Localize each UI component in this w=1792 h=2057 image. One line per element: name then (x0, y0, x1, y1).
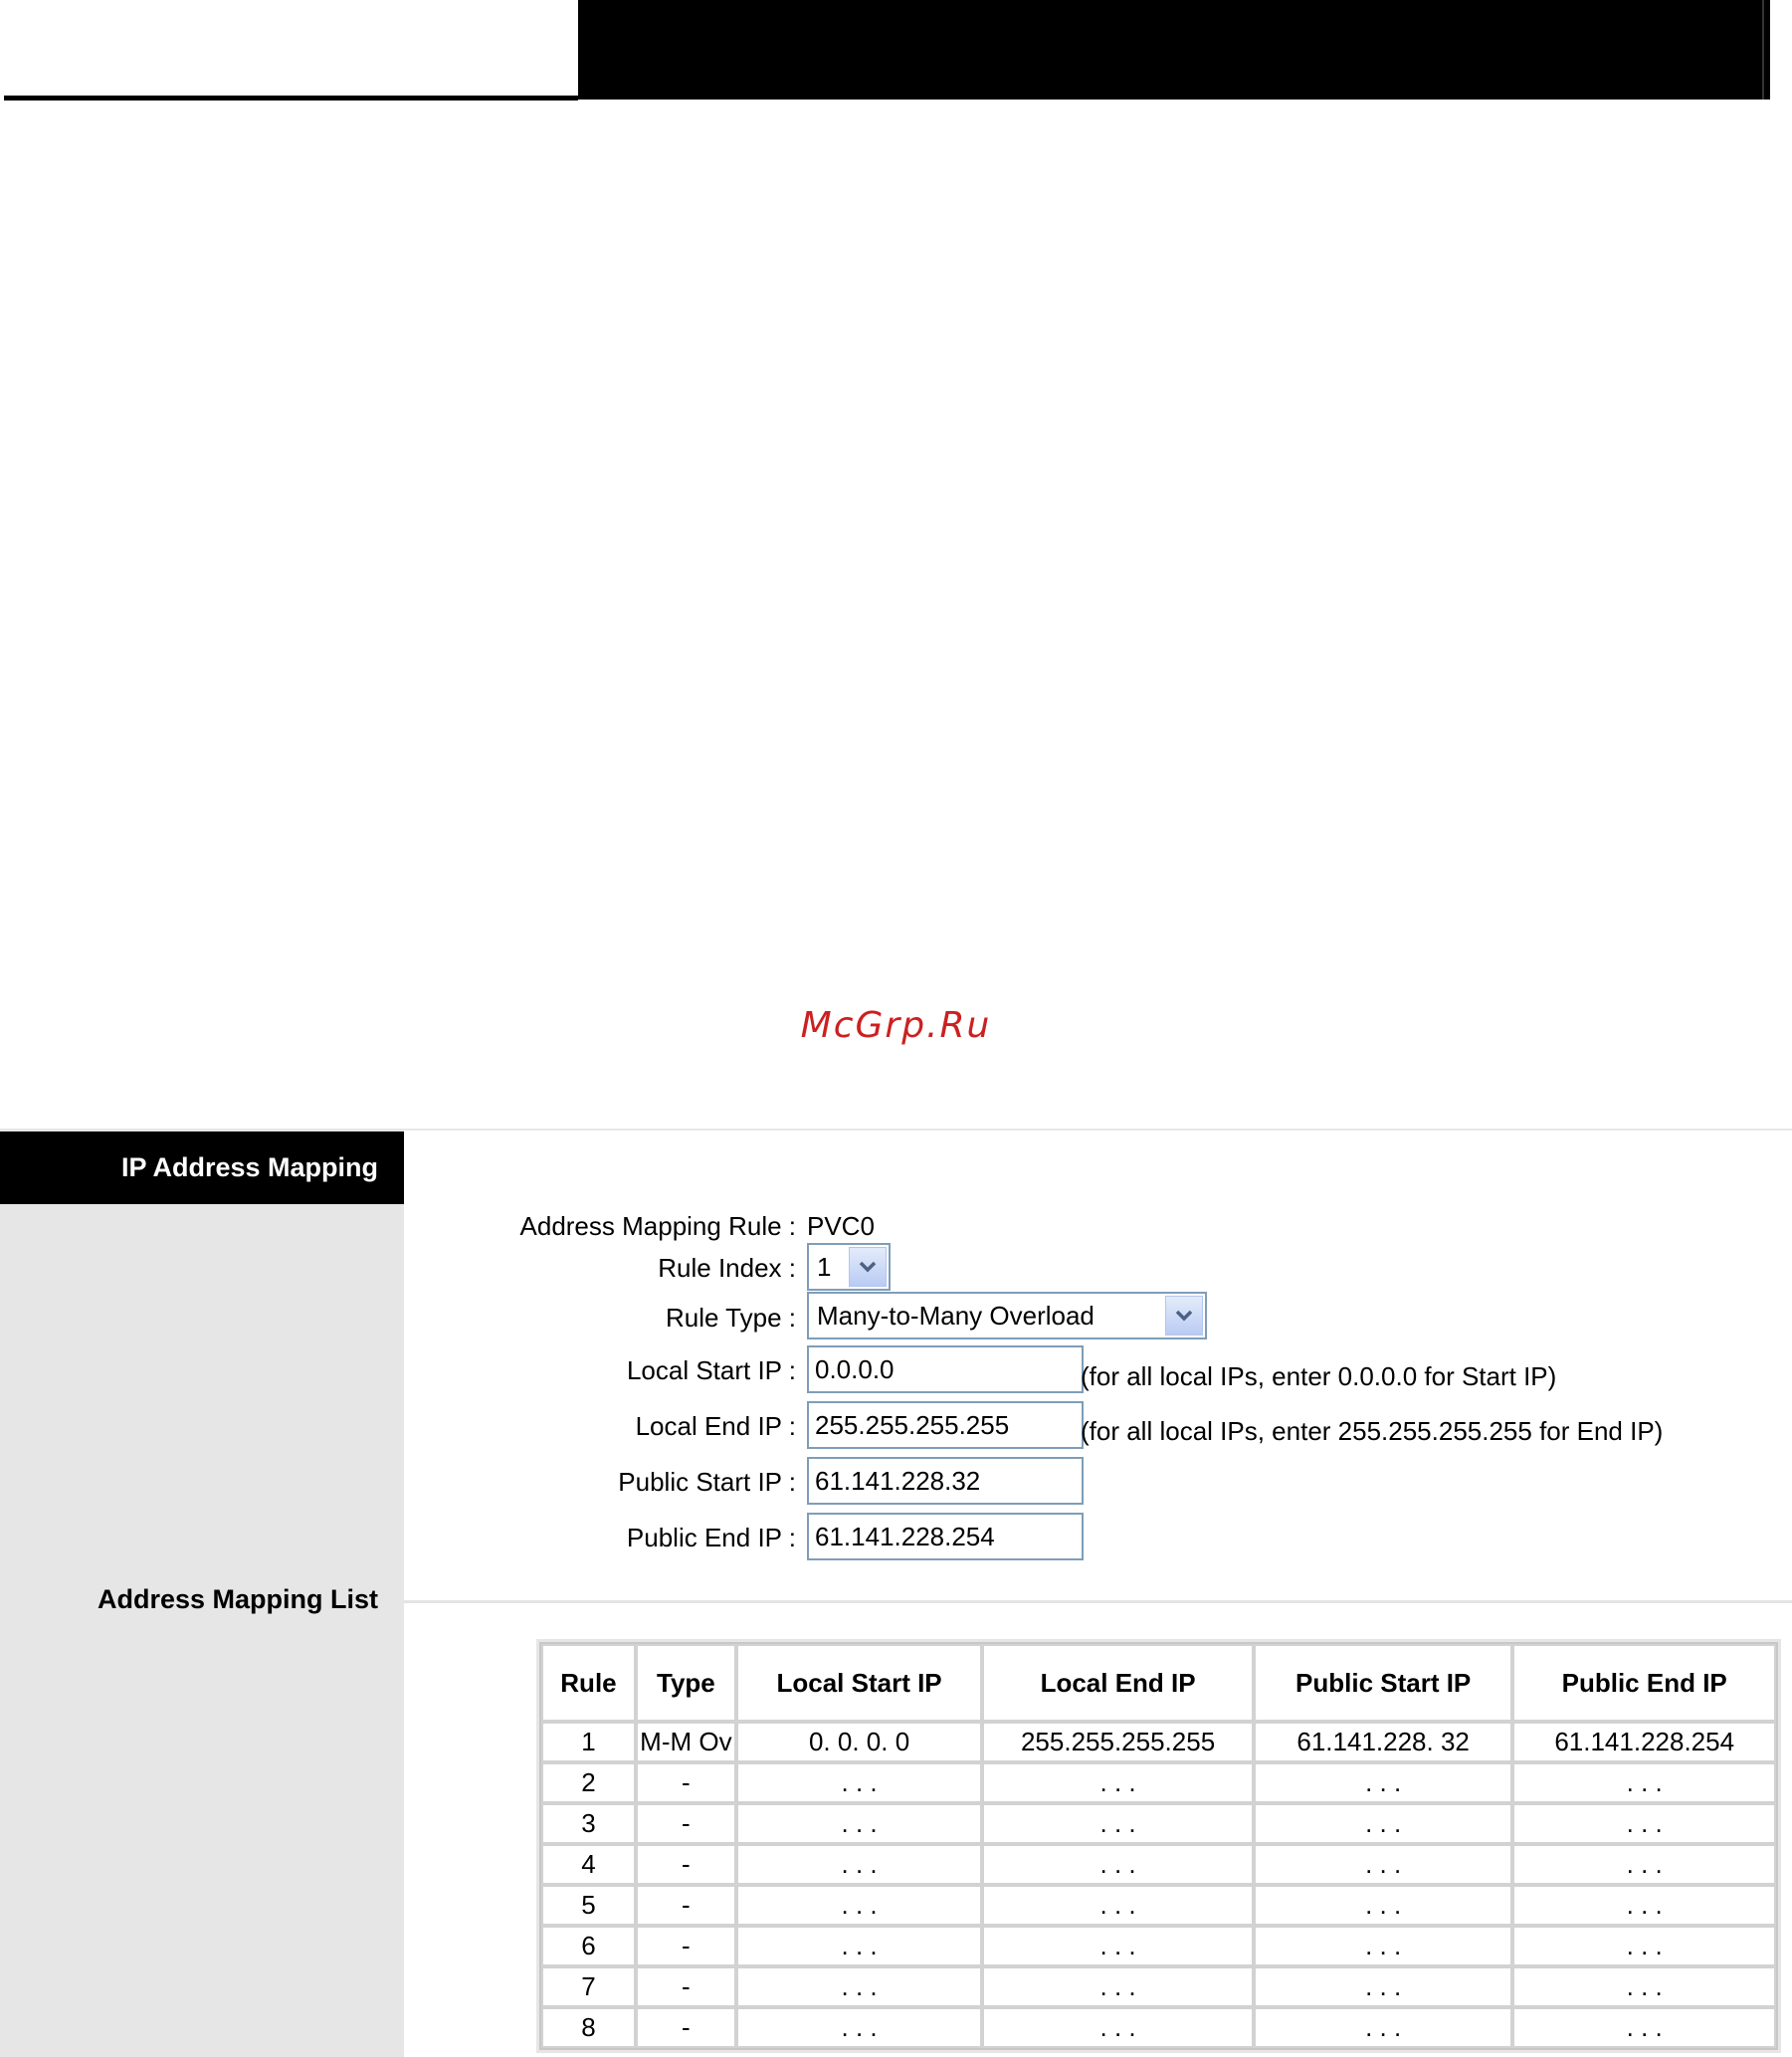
column-header-local-start-ip: Local Start IP (736, 1644, 982, 1722)
public-end-ip-cell: . . . (1512, 2007, 1776, 2048)
local-start-ip-label: Local Start IP : (626, 1355, 796, 1385)
local-start-ip-hint: (for all local IPs, enter 0.0.0.0 for Start IP) (1081, 1361, 1557, 1391)
local-end-ip-cell: . . . (982, 1885, 1254, 1926)
rule-cell: 3 (541, 1803, 636, 1844)
public-end-ip-input[interactable] (807, 1513, 1084, 1560)
rule-cell: 1 (541, 1722, 636, 1762)
mapping-rule-value: PVC0 (807, 1211, 875, 1241)
column-header-public-start-ip: Public Start IP (1254, 1644, 1513, 1722)
rule-cell: 6 (541, 1926, 636, 1966)
table-row (541, 1762, 1776, 1803)
local-end-ip-cell: 255.255.255.255 (982, 1722, 1254, 1762)
local-start-ip-cell: . . . (736, 1966, 982, 2007)
rule-cell: 7 (541, 1966, 636, 2007)
rule-type-label: Rule Type : (665, 1303, 796, 1333)
panel-top-divider (404, 1129, 1792, 1131)
local-start-ip-cell: . . . (736, 1844, 982, 1885)
column-header-local-end-ip: Local End IP (982, 1644, 1254, 1722)
public-end-ip-cell: . . . (1512, 1762, 1776, 1803)
page-header-rule (4, 96, 578, 101)
local-end-ip-cell: . . . (982, 1803, 1254, 1844)
chevron-down-icon[interactable] (849, 1247, 887, 1287)
type-cell: - (636, 1803, 736, 1844)
rule-cell: 2 (541, 1762, 636, 1803)
local-start-ip-input[interactable] (807, 1345, 1084, 1393)
section-divider (404, 1600, 1792, 1603)
rule-type-select[interactable] (807, 1292, 1207, 1339)
chevron-down-icon[interactable] (1165, 1296, 1203, 1336)
local-end-ip-hint: (for all local IPs, enter 255.255.255.255 for End IP) (1081, 1416, 1664, 1446)
local-start-ip-cell: . . . (736, 2007, 982, 2048)
table-row (541, 1803, 1776, 1844)
page-header-edge (1762, 0, 1764, 100)
table-row (541, 1844, 1776, 1885)
table-row (541, 1885, 1776, 1926)
column-header-type: Type (636, 1644, 736, 1722)
local-end-ip-cell: . . . (982, 1926, 1254, 1966)
local-end-ip-cell: . . . (982, 1762, 1254, 1803)
sidebar (0, 1129, 404, 2057)
table-row (541, 1926, 1776, 1966)
local-end-ip-cell: . . . (982, 1966, 1254, 2007)
public-start-ip-cell: . . . (1254, 1803, 1513, 1844)
public-end-ip-label: Public End IP : (626, 1523, 796, 1552)
local-start-ip-cell: . . . (736, 1762, 982, 1803)
local-end-ip-cell: . . . (982, 1844, 1254, 1885)
type-cell: M-M Ov (636, 1722, 736, 1762)
type-cell: - (636, 1762, 736, 1803)
ip-address-mapping-panel (0, 1129, 1792, 2057)
type-cell: - (636, 1844, 736, 1885)
table-row (541, 2007, 1776, 2048)
address-mapping-list-title: Address Mapping List (97, 1584, 378, 1614)
public-end-ip-cell: . . . (1512, 1803, 1776, 1844)
rule-index-label: Rule Index : (658, 1253, 796, 1283)
public-end-ip-cell: . . . (1512, 1885, 1776, 1926)
public-start-ip-input[interactable] (807, 1457, 1084, 1505)
type-cell: - (636, 1966, 736, 2007)
table-header-row (541, 1644, 1776, 1722)
public-end-ip-cell: . . . (1512, 1966, 1776, 2007)
column-header-rule: Rule (541, 1644, 636, 1722)
local-start-ip-cell: 0. 0. 0. 0 (736, 1722, 982, 1762)
watermark: McGrp.Ru (800, 1005, 992, 1046)
public-end-ip-cell: 61.141.228.254 (1512, 1722, 1776, 1762)
public-start-ip-cell: . . . (1254, 1966, 1513, 2007)
public-end-ip-cell: . . . (1512, 1926, 1776, 1966)
rule-type-selected: Many-to-Many Overload (817, 1300, 1095, 1331)
public-start-ip-cell: . . . (1254, 1926, 1513, 1966)
rule-index-select[interactable] (807, 1243, 891, 1291)
public-start-ip-cell: . . . (1254, 1762, 1513, 1803)
table-row (541, 1966, 1776, 2007)
type-cell: - (636, 1926, 736, 1966)
local-start-ip-cell: . . . (736, 1803, 982, 1844)
public-end-ip-cell: . . . (1512, 1844, 1776, 1885)
sidebar-title: IP Address Mapping (0, 1131, 404, 1204)
public-start-ip-cell: . . . (1254, 1885, 1513, 1926)
local-end-ip-cell: . . . (982, 2007, 1254, 2048)
mapping-rule-label: Address Mapping Rule : (519, 1211, 796, 1241)
column-header-public-end-ip: Public End IP (1512, 1644, 1776, 1722)
rule-cell: 4 (541, 1844, 636, 1885)
local-end-ip-input[interactable] (807, 1401, 1084, 1449)
rule-cell: 8 (541, 2007, 636, 2048)
type-cell: - (636, 1885, 736, 1926)
table-row (541, 1722, 1776, 1762)
local-start-ip-cell: . . . (736, 1926, 982, 1966)
public-start-ip-cell: . . . (1254, 2007, 1513, 2048)
public-start-ip-cell: 61.141.228. 32 (1254, 1722, 1513, 1762)
rule-cell: 5 (541, 1885, 636, 1926)
local-start-ip-cell: . . . (736, 1885, 982, 1926)
page-header-bar (578, 0, 1770, 100)
public-start-ip-cell: . . . (1254, 1844, 1513, 1885)
local-end-ip-label: Local End IP : (635, 1411, 796, 1441)
type-cell: - (636, 2007, 736, 2048)
public-start-ip-label: Public Start IP : (618, 1467, 796, 1497)
address-mapping-table (539, 1642, 1778, 2050)
rule-index-selected: 1 (817, 1251, 832, 1282)
